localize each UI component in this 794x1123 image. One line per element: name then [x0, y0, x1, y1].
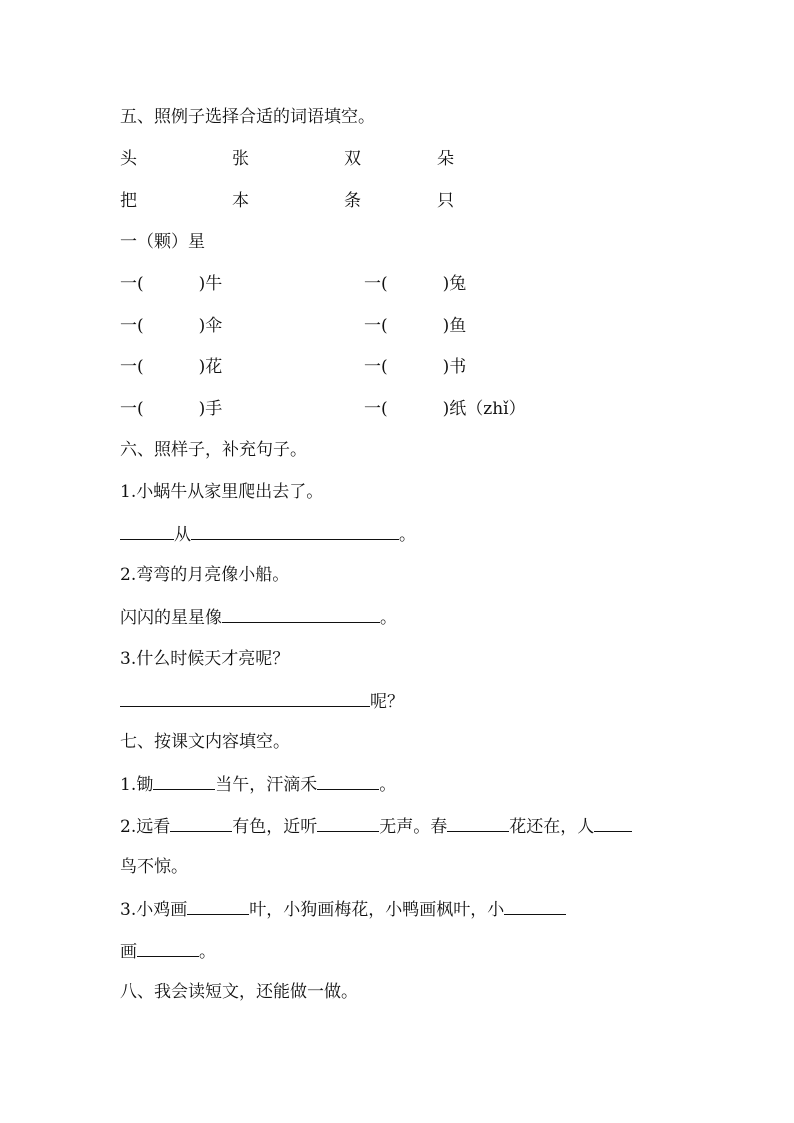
text-segment: 当午，汗滴禾 — [215, 775, 318, 795]
measure-item — [364, 396, 526, 422]
text-segment: 1.锄 — [120, 775, 154, 795]
item-prefix: 一( — [364, 274, 388, 294]
measure-item — [364, 354, 466, 380]
measure-item — [364, 313, 466, 339]
text-segment: 无声。春 — [379, 817, 448, 837]
item-suffix: )纸（zhǐ） — [442, 399, 526, 419]
text-segment: 画 — [120, 942, 137, 962]
answer-line-3 — [120, 688, 404, 714]
word-option: 张 — [232, 149, 249, 169]
item-suffix: )鱼 — [442, 316, 467, 336]
section-5-title: 五、照例子选择合适的词语填空。 — [120, 107, 375, 127]
answer-blank[interactable] — [191, 521, 399, 540]
text-segment: 叶，小狗画梅花，小鸭画枫叶，小 — [249, 900, 505, 920]
word-option: 只 — [437, 191, 454, 211]
item-prefix: 一( — [120, 316, 144, 336]
fill-line-2 — [120, 813, 632, 839]
item-prefix: 一( — [120, 274, 144, 294]
fill-line-3 — [120, 896, 566, 922]
word-option: 朵 — [437, 149, 454, 169]
answer-blank[interactable] — [137, 938, 199, 957]
sentence-start: 闪闪的星星像 — [120, 608, 222, 628]
answer-blank[interactable] — [447, 813, 509, 832]
item-suffix: )兔 — [442, 274, 467, 294]
word-option: 把 — [120, 191, 137, 211]
answer-blank[interactable] — [187, 896, 249, 915]
item-suffix: )花 — [198, 357, 223, 377]
item-prefix: 一( — [120, 357, 144, 377]
answer-blank[interactable] — [120, 521, 174, 540]
period-text: 。 — [380, 608, 397, 628]
measure-item — [120, 396, 222, 422]
item-suffix: )手 — [198, 399, 223, 419]
measure-item — [120, 271, 222, 297]
answer-line-2 — [120, 604, 397, 630]
section-7-title: 七、按课文内容填空。 — [120, 732, 290, 752]
connector-text: 从 — [174, 525, 191, 545]
word-option: 头 — [120, 149, 137, 169]
text-segment: 。 — [379, 775, 397, 795]
item-suffix: )伞 — [198, 316, 223, 336]
item-suffix: )牛 — [198, 274, 223, 294]
measure-item — [120, 313, 222, 339]
question-1: 1.小蜗牛从家里爬出去了。 — [120, 482, 324, 502]
text-segment: 有色，近听 — [232, 817, 318, 837]
fill-line-2-cont: 鸟不惊。 — [120, 857, 188, 877]
item-prefix: 一( — [120, 399, 144, 419]
answer-blank[interactable] — [120, 688, 370, 707]
word-option: 双 — [344, 149, 361, 169]
answer-blank[interactable] — [504, 896, 566, 915]
item-suffix: )书 — [442, 357, 467, 377]
item-prefix: 一( — [364, 399, 388, 419]
word-option: 条 — [344, 191, 361, 211]
word-option: 本 — [232, 191, 249, 211]
example-item: 一（颗）星 — [120, 232, 205, 252]
measure-item — [120, 354, 222, 380]
text-segment: 3.小鸡画 — [120, 900, 188, 920]
item-prefix: 一( — [364, 357, 388, 377]
sentence-end: 呢？ — [370, 692, 404, 712]
question-2: 2.弯弯的月亮像小船。 — [120, 565, 290, 585]
answer-blank[interactable] — [594, 813, 632, 832]
text-segment: 2.远看 — [120, 817, 171, 837]
answer-line-1 — [120, 521, 416, 547]
measure-item — [364, 271, 466, 297]
text-segment: 。 — [199, 942, 216, 962]
text-segment: 花还在，人 — [509, 817, 595, 837]
answer-blank[interactable] — [153, 771, 215, 790]
section-8-title: 八、我会读短文，还能做一做。 — [120, 982, 358, 1002]
item-prefix: 一( — [364, 316, 388, 336]
section-6-title: 六、照样子，补充句子。 — [120, 440, 307, 460]
period-text: 。 — [399, 525, 416, 545]
fill-line-3-cont — [120, 938, 216, 964]
question-3: 3.什么时候天才亮呢？ — [120, 649, 290, 669]
answer-blank[interactable] — [222, 604, 380, 623]
answer-blank[interactable] — [317, 771, 379, 790]
answer-blank[interactable] — [170, 813, 232, 832]
fill-line-1 — [120, 771, 396, 797]
answer-blank[interactable] — [317, 813, 379, 832]
